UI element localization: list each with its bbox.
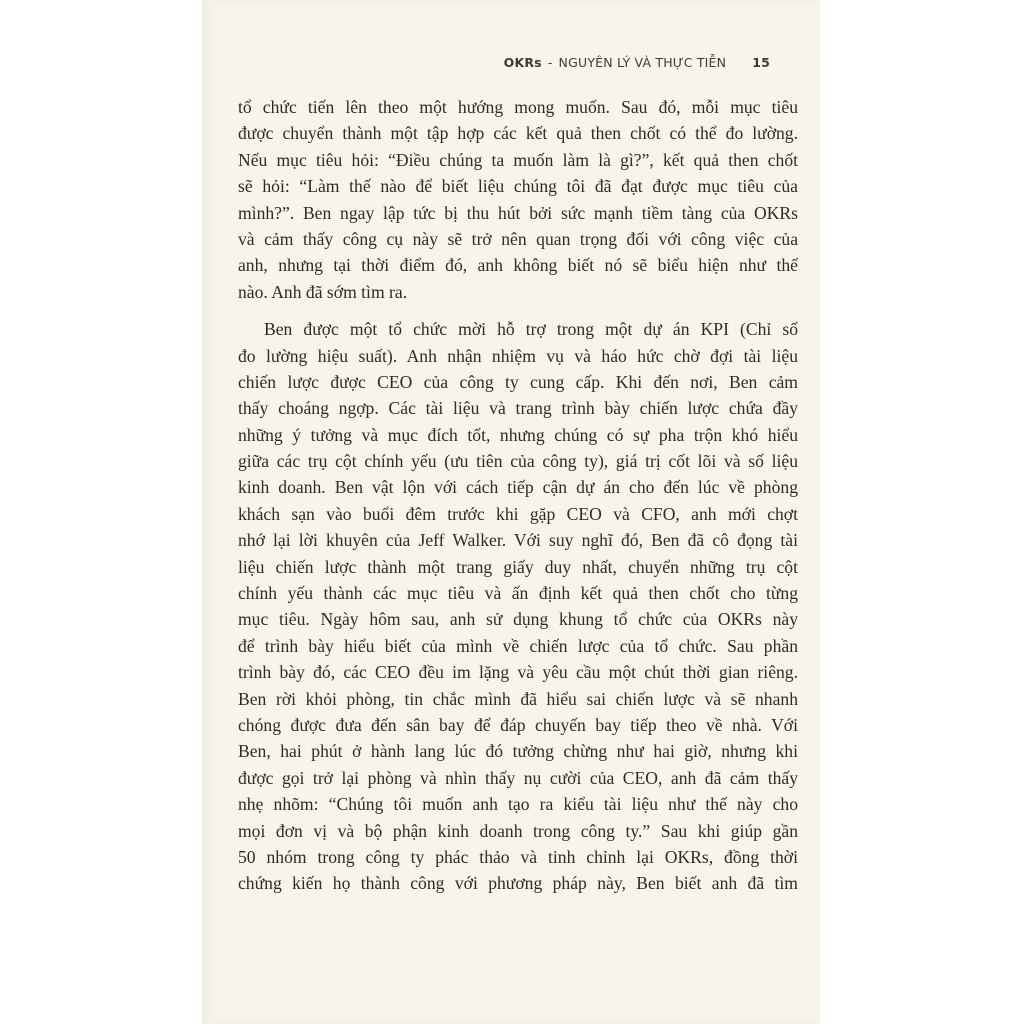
text-line: được chuyển thành một tập hợp các kết quả then chốt có thể đo lường. — [238, 123, 798, 144]
text-line: nhẹ nhõm: “Chúng tôi muốn anh tạo ra kiểu tài liệu như thế này cho — [238, 794, 798, 815]
running-head-subtitle: NGUYÊN LÝ VÀ THỰC TIỄN — [558, 55, 727, 70]
text-line: chính yếu thành các mục tiêu và ấn định kết quả then chốt cho từng — [238, 583, 798, 604]
running-head-separator: - — [547, 55, 553, 70]
page-number: 15 — [752, 55, 770, 70]
text-line: để trình bày hiểu biết của mình về chiến lược của tổ chức. Sau phần — [238, 635, 798, 656]
text-line: trình bày đó, các CEO đều im lặng và yêu cầu một chút thời gian riêng. — [238, 662, 798, 683]
paragraph-gap — [238, 305, 798, 316]
text-line: Ben được một tổ chức mời hỗ trợ trong một dự án KPI (Chỉ số — [264, 319, 798, 340]
text-line: được gọi trở lại phòng và nhìn thấy nụ cười của CEO, anh đã cảm thấy — [238, 767, 798, 788]
text-line: thấy choáng ngợp. Các tài liệu và trang trình bày chiến lược chứa đầy — [238, 398, 798, 419]
text-line: và cảm thấy công cụ này sẽ trở nên quan trọng đối với công việc của — [238, 228, 798, 249]
text-line: Ben, hai phút ở hành lang lúc đó tưởng chừng như hai giờ, nhưng khi — [238, 741, 798, 762]
text-line: Nếu mục tiêu hỏi: “Điều chúng ta muốn làm là gì?”, kết quả then chốt — [238, 149, 798, 170]
text-line: đo lường hiệu suất). Anh nhận nhiệm vụ và háo hức chờ đợi tài liệu — [238, 345, 798, 366]
text-line: mọi đơn vị và bộ phận kinh doanh trong công ty.” Sau khi giúp gần — [238, 820, 798, 841]
text-line: chóng được đưa đến sân bay để đáp chuyến bay tiếp theo về nhà. Với — [238, 714, 798, 735]
running-head-book-title: OKRs — [503, 55, 542, 70]
text-line: anh, nhưng tại thời điểm đó, anh không biết nó sẽ biểu hiện như thế — [238, 255, 798, 276]
body-text — [238, 94, 798, 897]
text-line: những ý tưởng và mục đích tốt, nhưng chúng có sự pha trộn khó hiểu — [238, 424, 798, 445]
text-line: giữa các trụ cột chính yếu (ưu tiên của công ty), giá trị cốt lõi và số liệu — [238, 451, 798, 472]
paragraph-2 — [238, 316, 798, 897]
text-line: nhớ lại lời khuyên của Jeff Walker. Với suy nghĩ đó, Ben đã cô đọng tài — [238, 530, 798, 551]
text-line: tổ chức tiến lên theo một hướng mong muốn. Sau đó, mỗi mục tiêu — [238, 97, 798, 117]
running-head — [504, 55, 770, 70]
text-line: khách sạn vào buổi đêm trước khi gặp CEO và CFO, anh mới chợt — [238, 503, 798, 524]
paragraph-1 — [238, 94, 798, 305]
text-line: mình?”. Ben ngay lập tức bị thu hút bởi sức mạnh tiềm tàng của OKRs — [238, 202, 798, 223]
text-line: liệu chiến lược thành một trang giấy duy nhất, chuyển những trụ cột — [238, 556, 798, 577]
text-line: chiến lược được CEO của công ty cung cấp. Khi đến nơi, Ben cảm — [238, 371, 798, 392]
text-line: chứng kiến họ thành công với phương pháp này, Ben biết anh đã tìm — [238, 873, 798, 894]
text-line: mục tiêu. Ngày hôm sau, anh sử dụng khung tổ chức của OKRs này — [238, 609, 798, 630]
text-line: nào. Anh đã sớm tìm ra. — [238, 281, 408, 302]
text-line: sẽ hỏi: “Làm thế nào để biết liệu chúng tôi đã đạt được mục tiêu của — [238, 176, 798, 197]
text-line: Ben rời khỏi phòng, tin chắc mình đã hiểu sai chiến lược và sẽ nhanh — [238, 688, 798, 709]
text-line: kinh doanh. Ben vật lộn với cách tiếp cận dự án cho đến lúc về phòng — [238, 477, 798, 498]
text-line: 50 nhóm trong công ty phác thảo và tinh chỉnh lại OKRs, đồng thời — [238, 846, 798, 867]
book-page — [202, 0, 820, 1024]
